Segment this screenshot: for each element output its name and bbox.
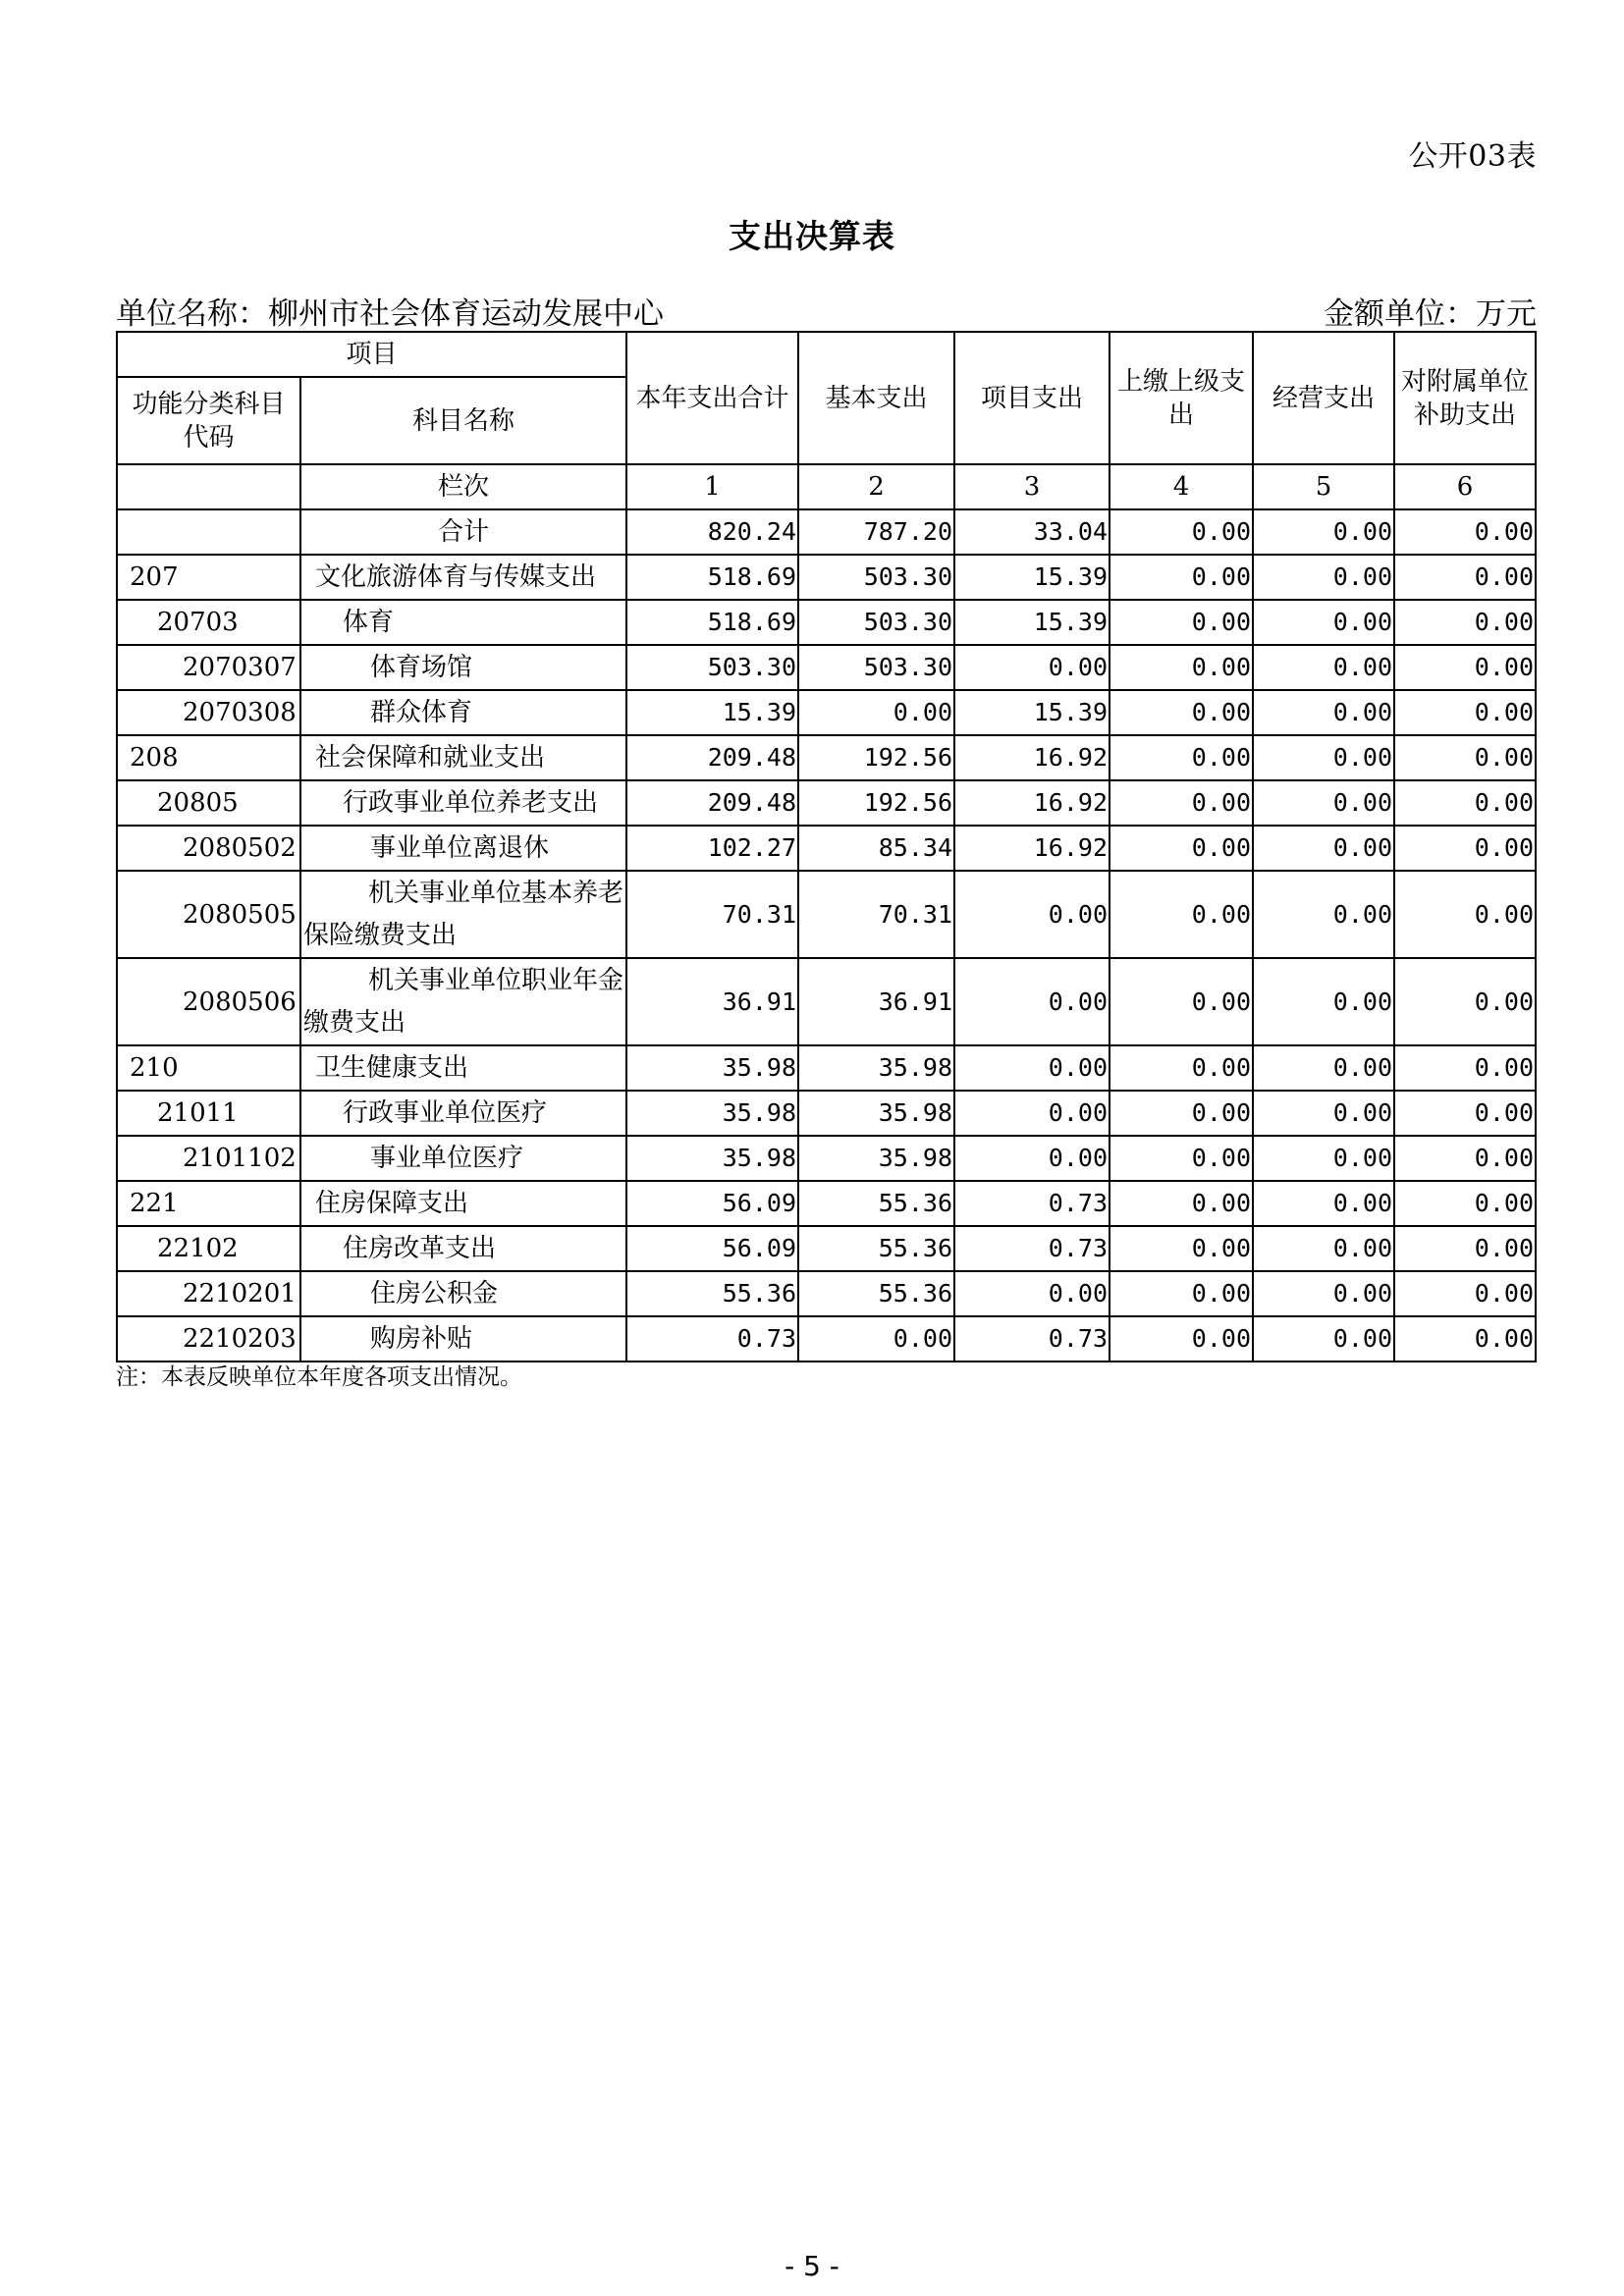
header-col-1: 本年支出合计 <box>626 332 798 464</box>
subject-name: 体育 <box>300 600 626 645</box>
subject-name: 事业单位离退休 <box>300 826 626 871</box>
amount-cell: 0.00 <box>1253 735 1394 780</box>
amount-cell: 503.30 <box>798 555 954 600</box>
amount-cell: 0.00 <box>954 645 1110 690</box>
amount-cell: 56.09 <box>626 1181 798 1226</box>
amount-cell: 503.30 <box>626 645 798 690</box>
amount-cell: 36.91 <box>798 958 954 1045</box>
amount-cell: 0.00 <box>1253 1181 1394 1226</box>
blank-cell <box>117 464 300 509</box>
amount-cell: 503.30 <box>798 600 954 645</box>
col-number: 2 <box>798 464 954 509</box>
amount-cell: 0.73 <box>954 1316 1110 1362</box>
amount-cell: 0.00 <box>1394 1091 1536 1136</box>
subject-name: 社会保障和就业支出 <box>300 735 626 780</box>
subject-name: 体育场馆 <box>300 645 626 690</box>
header-item: 项目 <box>117 332 626 377</box>
amount-cell: 0.00 <box>1394 1226 1536 1271</box>
col-number: 5 <box>1253 464 1394 509</box>
page-title: 支出决算表 <box>729 217 895 255</box>
amount-cell: 0.00 <box>1394 958 1536 1045</box>
amount-cell: 55.36 <box>798 1226 954 1271</box>
table-row <box>117 600 1536 645</box>
amount-cell: 55.36 <box>798 1181 954 1226</box>
amount-cell: 0.00 <box>1110 1091 1253 1136</box>
amount-cell: 15.39 <box>626 690 798 735</box>
total-value: 0.00 <box>1110 509 1253 555</box>
table-row <box>117 958 1536 1045</box>
header-name: 科目名称 <box>300 377 626 464</box>
col-number: 4 <box>1110 464 1253 509</box>
col-number: 3 <box>954 464 1110 509</box>
amount-cell: 0.00 <box>1394 1316 1536 1362</box>
total-row <box>117 509 1536 555</box>
subject-name: 行政事业单位医疗 <box>300 1091 626 1136</box>
amount-cell: 0.00 <box>1394 1271 1536 1316</box>
amount-cell: 192.56 <box>798 780 954 826</box>
amount-cell: 15.39 <box>954 690 1110 735</box>
amount-cell: 209.48 <box>626 780 798 826</box>
table-row <box>117 1181 1536 1226</box>
subject-code: 22102 <box>117 1226 300 1271</box>
table-row <box>117 555 1536 600</box>
subject-name: 购房补贴 <box>300 1316 626 1362</box>
subject-code: 2080502 <box>117 826 300 871</box>
amount-cell: 0.00 <box>1394 645 1536 690</box>
amount-cell: 0.00 <box>798 1316 954 1362</box>
col-number: 1 <box>626 464 798 509</box>
subject-name: 住房改革支出 <box>300 1226 626 1271</box>
amount-cell: 15.39 <box>954 555 1110 600</box>
amount-cell: 0.00 <box>954 1136 1110 1181</box>
amount-cell: 0.00 <box>1394 1181 1536 1226</box>
amount-cell: 0.00 <box>1253 958 1394 1045</box>
amount-cell: 70.31 <box>626 871 798 958</box>
amount-cell: 0.00 <box>1253 780 1394 826</box>
amount-cell: 102.27 <box>626 826 798 871</box>
amount-cell: 518.69 <box>626 600 798 645</box>
subject-code: 2210203 <box>117 1316 300 1362</box>
header-col-3: 项目支出 <box>954 332 1110 464</box>
total-value: 0.00 <box>1394 509 1536 555</box>
amount-cell: 0.00 <box>1394 690 1536 735</box>
subject-code: 2080505 <box>117 871 300 958</box>
amount-cell: 0.00 <box>1394 1136 1536 1181</box>
header-col-4: 上缴上级支出 <box>1110 332 1253 464</box>
amount-cell: 15.39 <box>954 600 1110 645</box>
table-row <box>117 735 1536 780</box>
table-row <box>117 1045 1536 1091</box>
table-row <box>117 1136 1536 1181</box>
amount-cell: 16.92 <box>954 735 1110 780</box>
amount-cell: 16.92 <box>954 826 1110 871</box>
blank-cell <box>117 509 300 555</box>
amount-cell: 0.00 <box>1110 735 1253 780</box>
subject-name: 事业单位医疗 <box>300 1136 626 1181</box>
amount-cell: 36.91 <box>626 958 798 1045</box>
amount-cell: 0.00 <box>1253 1045 1394 1091</box>
amount-cell: 503.30 <box>798 645 954 690</box>
amount-cell: 0.00 <box>1253 600 1394 645</box>
amount-cell: 0.00 <box>1394 735 1536 780</box>
amount-cell: 0.00 <box>1110 1181 1253 1226</box>
table-note: 注：本表反映单位本年度各项支出情况。 <box>116 1364 522 1390</box>
subject-name: 机关事业单位基本养老保险缴费支出 <box>300 871 626 958</box>
col-number: 6 <box>1394 464 1536 509</box>
amount-cell: 0.73 <box>626 1316 798 1362</box>
amount-cell: 0.00 <box>954 1271 1110 1316</box>
amount-cell: 0.00 <box>1394 555 1536 600</box>
amount-cell: 0.00 <box>1394 826 1536 871</box>
amount-cell: 35.98 <box>626 1091 798 1136</box>
header-col-6: 对附属单位补助支出 <box>1394 332 1536 464</box>
subject-code: 207 <box>117 555 300 600</box>
amount-cell: 0.00 <box>1253 1136 1394 1181</box>
amount-cell: 0.00 <box>1110 1045 1253 1091</box>
amount-cell: 209.48 <box>626 735 798 780</box>
subject-code: 210 <box>117 1045 300 1091</box>
table-row <box>117 871 1536 958</box>
amount-cell: 0.00 <box>954 1045 1110 1091</box>
subject-code: 2070308 <box>117 690 300 735</box>
expenditure-table <box>116 331 1537 1362</box>
table-row <box>117 1226 1536 1271</box>
amount-cell: 0.00 <box>1394 780 1536 826</box>
table-row <box>117 690 1536 735</box>
amount-cell: 0.00 <box>1253 1091 1394 1136</box>
amount-cell: 0.00 <box>1253 1271 1394 1316</box>
table-row <box>117 645 1536 690</box>
subject-code: 21011 <box>117 1091 300 1136</box>
subject-name: 卫生健康支出 <box>300 1045 626 1091</box>
amount-cell: 55.36 <box>798 1271 954 1316</box>
amount-cell: 55.36 <box>626 1271 798 1316</box>
amount-cell: 0.00 <box>1110 958 1253 1045</box>
amount-cell: 0.00 <box>1253 645 1394 690</box>
subject-name: 住房公积金 <box>300 1271 626 1316</box>
amount-cell: 0.00 <box>1253 871 1394 958</box>
amount-cell: 0.00 <box>1253 690 1394 735</box>
amount-cell: 0.00 <box>954 1091 1110 1136</box>
table-row <box>117 1271 1536 1316</box>
amount-cell: 35.98 <box>798 1091 954 1136</box>
amount-cell: 35.98 <box>626 1045 798 1091</box>
subject-code: 221 <box>117 1181 300 1226</box>
amount-cell: 0.00 <box>1110 1226 1253 1271</box>
amount-cell: 0.00 <box>1110 555 1253 600</box>
subject-name: 住房保障支出 <box>300 1181 626 1226</box>
table-row <box>117 1316 1536 1362</box>
amount-cell: 0.73 <box>954 1226 1110 1271</box>
table-row <box>117 780 1536 826</box>
amount-cell: 0.00 <box>1110 1271 1253 1316</box>
subject-code: 2070307 <box>117 645 300 690</box>
amount-cell: 0.00 <box>1110 826 1253 871</box>
subject-code: 2101102 <box>117 1136 300 1181</box>
amount-cell: 35.98 <box>798 1045 954 1091</box>
amount-cell: 0.00 <box>1253 826 1394 871</box>
total-value: 0.00 <box>1253 509 1394 555</box>
amount-cell: 0.00 <box>1110 1316 1253 1362</box>
total-value: 787.20 <box>798 509 954 555</box>
subject-code: 2080506 <box>117 958 300 1045</box>
table-row <box>117 1091 1536 1136</box>
amount-cell: 0.00 <box>954 871 1110 958</box>
form-number: 公开03表 <box>1408 139 1537 174</box>
total-value: 820.24 <box>626 509 798 555</box>
subject-code: 20703 <box>117 600 300 645</box>
subject-name: 文化旅游体育与传媒支出 <box>300 555 626 600</box>
amount-cell: 35.98 <box>626 1136 798 1181</box>
row-label: 栏次 <box>300 464 626 509</box>
amount-cell: 0.00 <box>798 690 954 735</box>
header-code: 功能分类科目代码 <box>117 377 300 464</box>
amount-cell: 56.09 <box>626 1226 798 1271</box>
subject-name: 机关事业单位职业年金缴费支出 <box>300 958 626 1045</box>
unit-name: 单位名称：柳州市社会体育运动发展中心 <box>116 296 664 332</box>
header-col-5: 经营支出 <box>1253 332 1394 464</box>
subject-code: 208 <box>117 735 300 780</box>
subject-code: 20805 <box>117 780 300 826</box>
amount-cell: 0.00 <box>1394 871 1536 958</box>
amount-cell: 0.00 <box>1110 1136 1253 1181</box>
subject-code: 2210201 <box>117 1271 300 1316</box>
amount-cell: 0.00 <box>954 958 1110 1045</box>
amount-cell: 0.00 <box>1110 780 1253 826</box>
amount-cell: 0.00 <box>1110 690 1253 735</box>
amount-cell: 0.00 <box>1253 1316 1394 1362</box>
total-value: 33.04 <box>954 509 1110 555</box>
amount-cell: 0.00 <box>1110 645 1253 690</box>
amount-cell: 0.00 <box>1253 1226 1394 1271</box>
page-number: - 5 - <box>785 2250 839 2282</box>
amount-cell: 0.00 <box>1253 555 1394 600</box>
amount-cell: 192.56 <box>798 735 954 780</box>
amount-cell: 70.31 <box>798 871 954 958</box>
amount-cell: 0.00 <box>1110 600 1253 645</box>
subject-name: 群众体育 <box>300 690 626 735</box>
amount-unit: 金额单位：万元 <box>1324 296 1537 332</box>
amount-cell: 85.34 <box>798 826 954 871</box>
amount-cell: 0.00 <box>1110 871 1253 958</box>
total-label: 合计 <box>300 509 626 555</box>
amount-cell: 0.73 <box>954 1181 1110 1226</box>
amount-cell: 0.00 <box>1394 600 1536 645</box>
amount-cell: 35.98 <box>798 1136 954 1181</box>
amount-cell: 16.92 <box>954 780 1110 826</box>
subject-name: 行政事业单位养老支出 <box>300 780 626 826</box>
header-col-2: 基本支出 <box>798 332 954 464</box>
amount-cell: 0.00 <box>1394 1045 1536 1091</box>
amount-cell: 518.69 <box>626 555 798 600</box>
table-row <box>117 826 1536 871</box>
